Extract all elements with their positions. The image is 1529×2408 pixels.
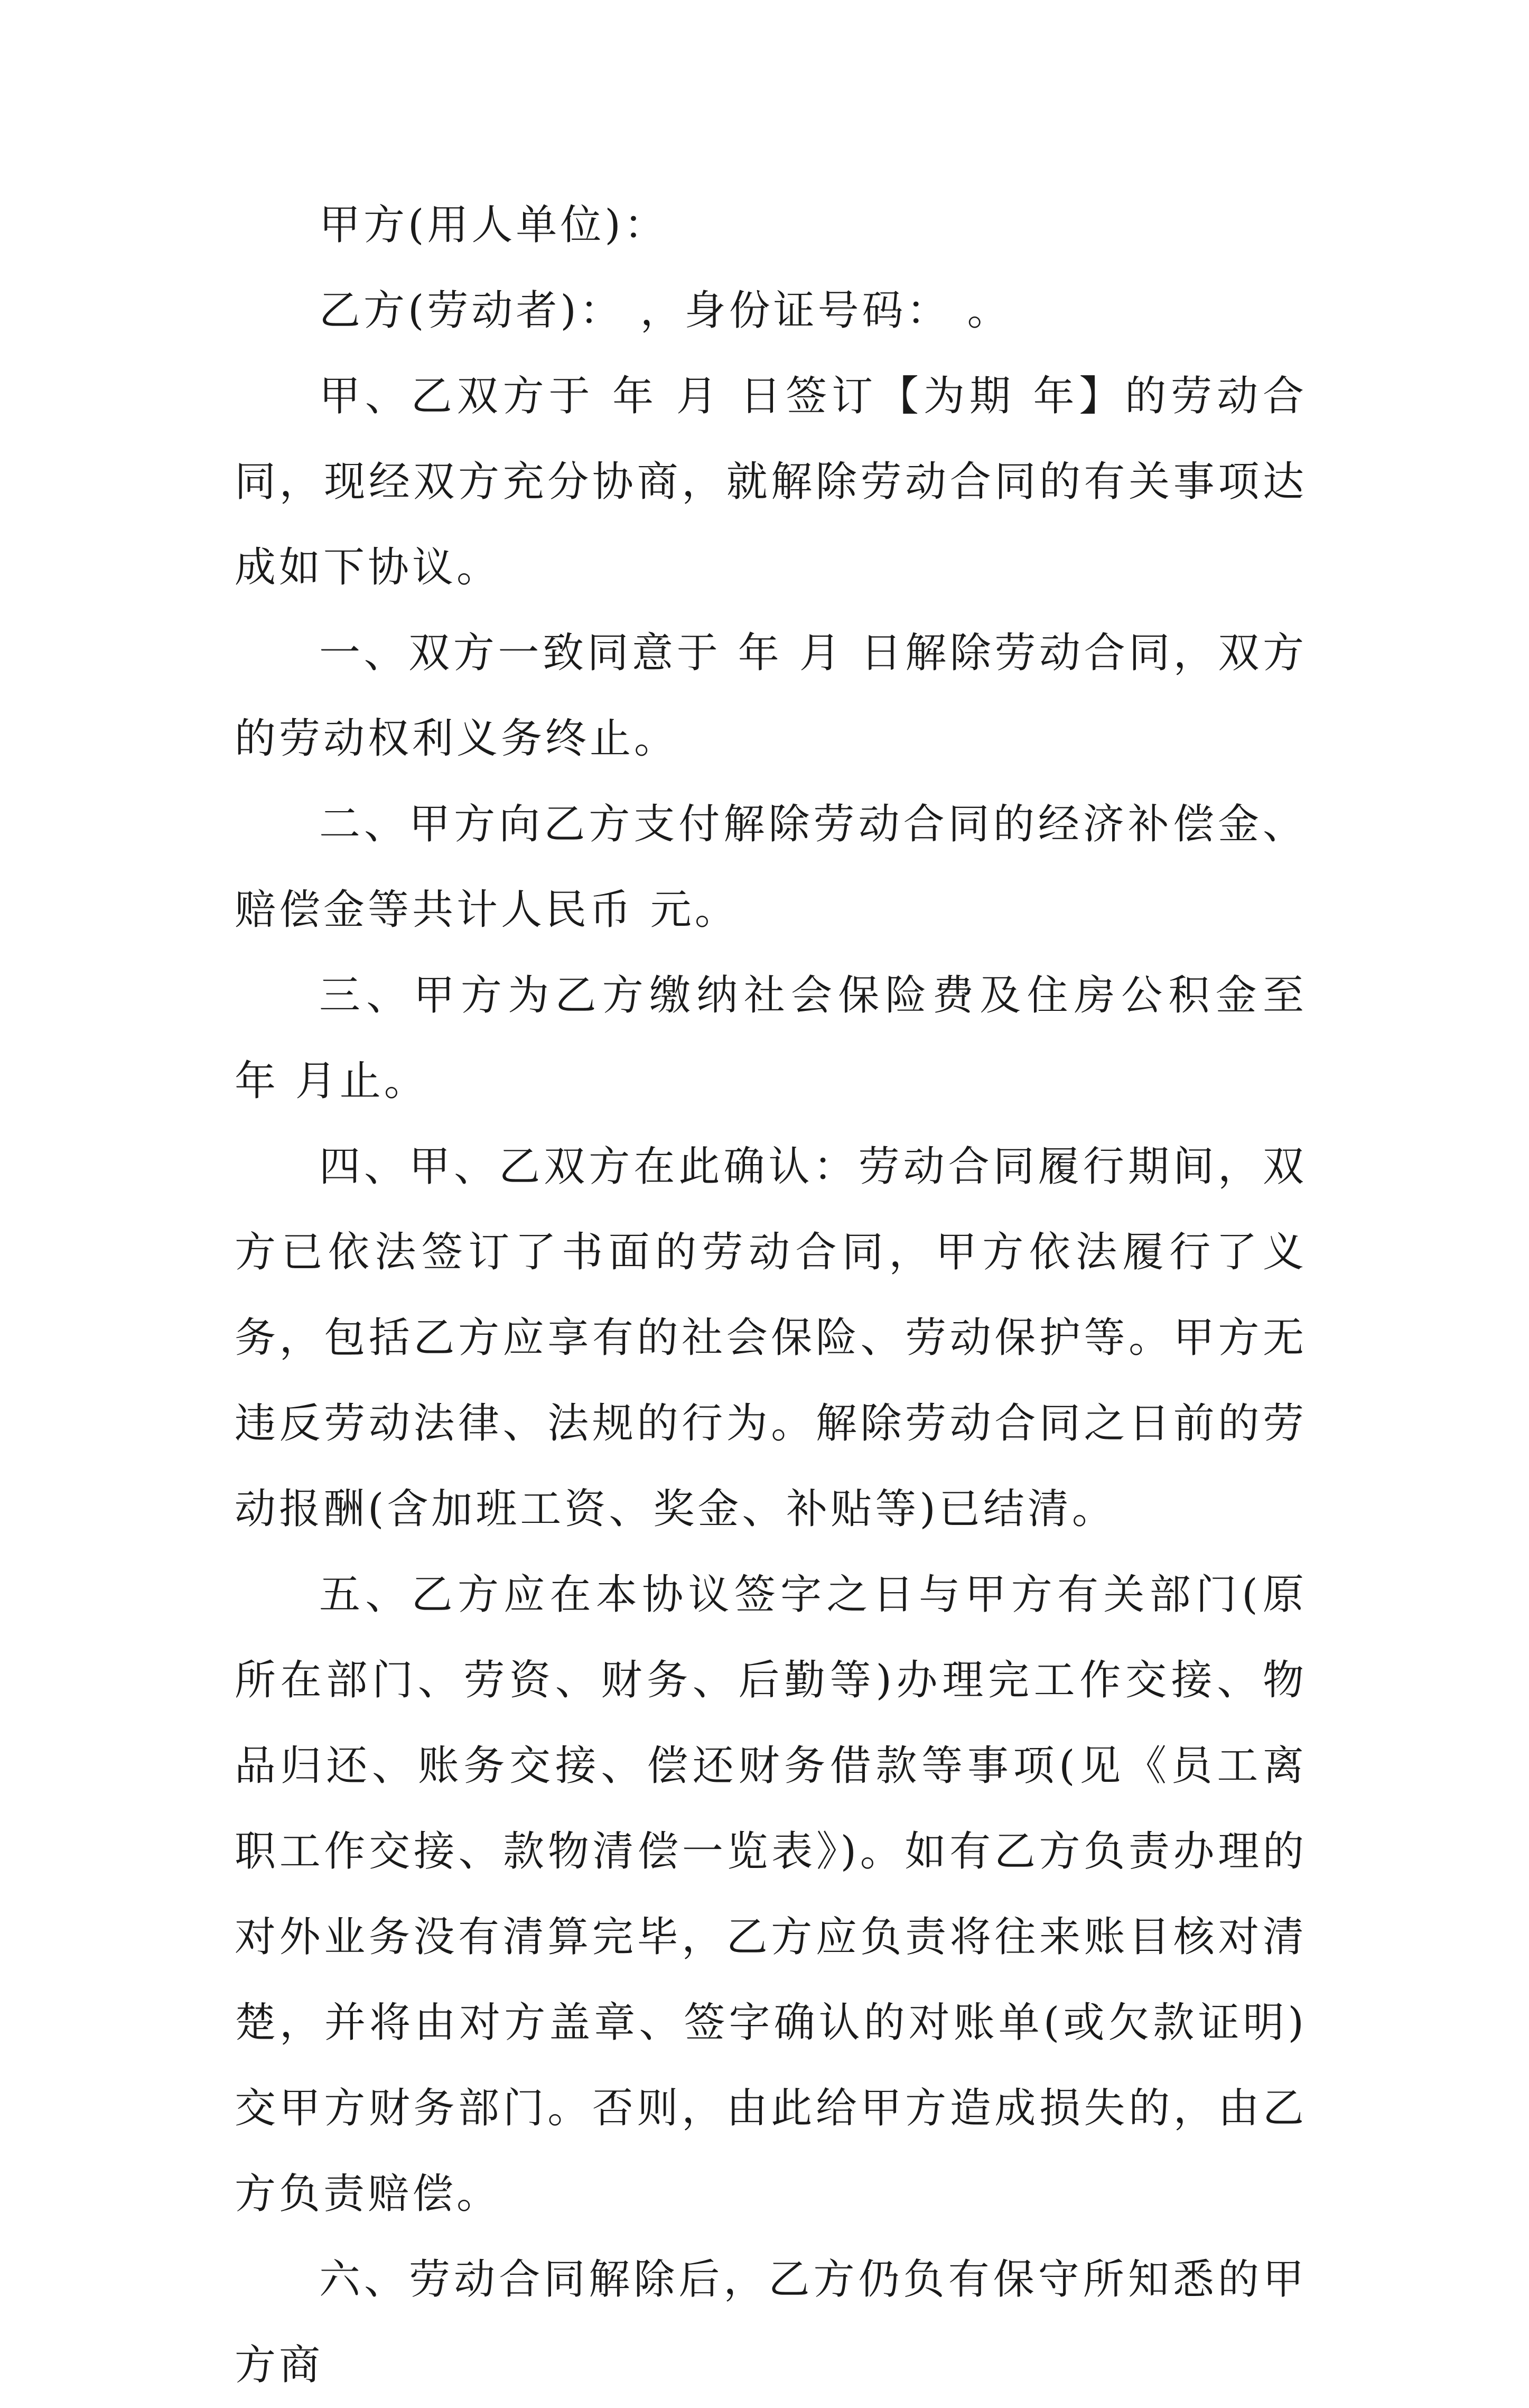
clause-6: 六、劳动合同解除后，乙方仍负有保守所知悉的甲方商 — [235, 2256, 1307, 2389]
clause-5: 五、乙方应在本协议签字之日与甲方有关部门(原所在部门、劳资、财务、后勤等)办理完工作交接、物品归还、账务交接、偿还财务借款等事项(见《员工离职工作交接、款物清偿一览表》)。如有乙方负责办理的对外业务没有清算完毕，乙方应负责将往来账目核对清楚，并将由对方盖章、签字确认的对账单(或欠款证明)交甲方财务部门。否则，由此给甲方造成损失的，由乙方负责赔偿。 — [235, 1571, 1307, 2218]
clause-4: 四、甲、乙双方在此确认：劳动合同履行期间，双方已依法签订了书面的劳动合同，甲方依法履行了义务，包括乙方应享有的社会保险、劳动保护等。甲方无违反劳动法律、法规的行为。解除劳动合同之日前的劳动报酬(含加班工资、奖金、补贴等)已结清。 — [235, 1143, 1307, 1533]
clause-1: 一、双方一致同意于 年 月 日解除劳动合同，双方的劳动权利义务终止。 — [235, 629, 1307, 763]
clause-2: 二、甲方向乙方支付解除劳动合同的经济补偿金、赔偿金等共计人民币 元。 — [235, 801, 1307, 934]
preamble-paragraph: 甲、乙双方于 年 月 日签订【为期 年】的劳动合同，现经双方充分协商，就解除劳动合同的有关事项达成如下协议。 — [235, 373, 1307, 591]
document-body — [235, 182, 1307, 2408]
party-b-line: 乙方(劳动者)： ，身份证号码： 。 — [319, 287, 1012, 334]
party-a-line: 甲方(用人单位)： — [319, 201, 668, 249]
clause-3: 三、甲方为乙方缴纳社会保险费及住房公积金至 年 月止。 — [235, 972, 1307, 1105]
